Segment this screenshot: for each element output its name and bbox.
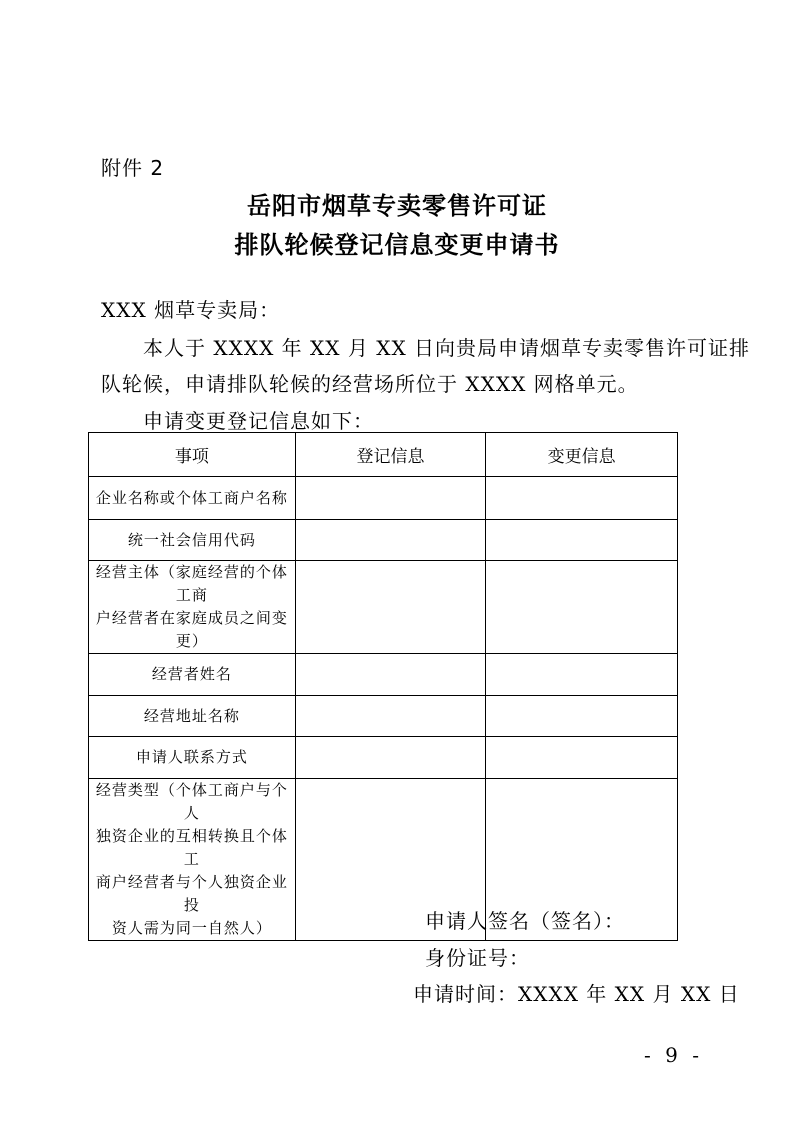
row-item-line: 经营主体（家庭经营的个体工商 (95, 563, 288, 604)
registered-info-cell[interactable] (295, 561, 486, 654)
row-item-line: 独资企业的互相转换且个体工 (95, 827, 288, 868)
row-item (89, 520, 296, 561)
body-paragraph-line-1: 本人于 XXXX 年 XX 月 XX 日向贵局申请烟草专卖零售许可证排 (143, 336, 751, 360)
row-item-line: 统一社会信用代码 (127, 530, 256, 549)
row-item-line: 企业名称或个体工商户名称 (95, 488, 288, 507)
table-row (89, 561, 678, 654)
header-item: 事项 (89, 433, 296, 477)
change-info-table (88, 432, 678, 941)
row-item-line: 经营类型（个体工商户与个人 (95, 781, 288, 822)
registered-info-cell[interactable] (295, 737, 486, 779)
row-item (89, 779, 296, 941)
row-item-line: 商户经营者与个人独资企业投 (95, 873, 288, 914)
header-registered-info: 登记信息 (295, 433, 486, 477)
body-paragraph-line-2: 队轮候，申请排队轮候的经营场所位于 XXXX 网格单元。 (101, 372, 639, 396)
registered-info-cell[interactable] (295, 696, 486, 737)
row-item-line: 资人需为同一自然人） (111, 919, 272, 937)
id-number-label: 身份证号： (425, 946, 530, 970)
table-row (89, 654, 678, 696)
changed-info-cell[interactable] (486, 696, 678, 737)
table-row (89, 737, 678, 779)
changed-info-cell[interactable] (486, 654, 678, 696)
changed-info-cell[interactable] (486, 477, 678, 520)
row-item (89, 477, 296, 520)
row-item (89, 561, 296, 654)
document-title-line-2: 排队轮候登记信息变更申请书 (234, 231, 560, 259)
row-item-line: 申请人联系方式 (135, 748, 248, 766)
registered-info-cell[interactable] (295, 520, 486, 561)
registered-info-cell[interactable] (295, 654, 486, 696)
row-item-line: 经营者姓名 (151, 665, 232, 683)
attachment-label: 附件 2 (101, 156, 165, 180)
row-item-line: 户经营者在家庭成员之间变更） (95, 609, 288, 650)
registered-info-cell[interactable] (295, 477, 486, 520)
changed-info-cell[interactable] (486, 520, 678, 561)
page-number: - 9 - (644, 1043, 703, 1067)
table-row (89, 520, 678, 561)
table-intro: 申请变更登记信息如下： (143, 409, 374, 433)
header-changed-info: 变更信息 (486, 433, 678, 477)
row-item (89, 696, 296, 737)
table-row (89, 696, 678, 737)
changed-info-cell[interactable] (486, 737, 678, 779)
apply-time-label: 申请时间：XXXX 年 XX 月 XX 日 (413, 982, 740, 1006)
table-row (89, 477, 678, 520)
document-title-line-1: 岳阳市烟草专卖零售许可证 (247, 192, 547, 220)
table-header-row (89, 433, 678, 477)
row-item (89, 654, 296, 696)
row-item-line: 经营地址名称 (143, 706, 240, 725)
row-item (89, 737, 296, 779)
addressee: XXX 烟草专卖局： (101, 298, 281, 322)
applicant-signature-label: 申请人签名（签名）： (425, 909, 625, 933)
changed-info-cell[interactable] (486, 561, 678, 654)
